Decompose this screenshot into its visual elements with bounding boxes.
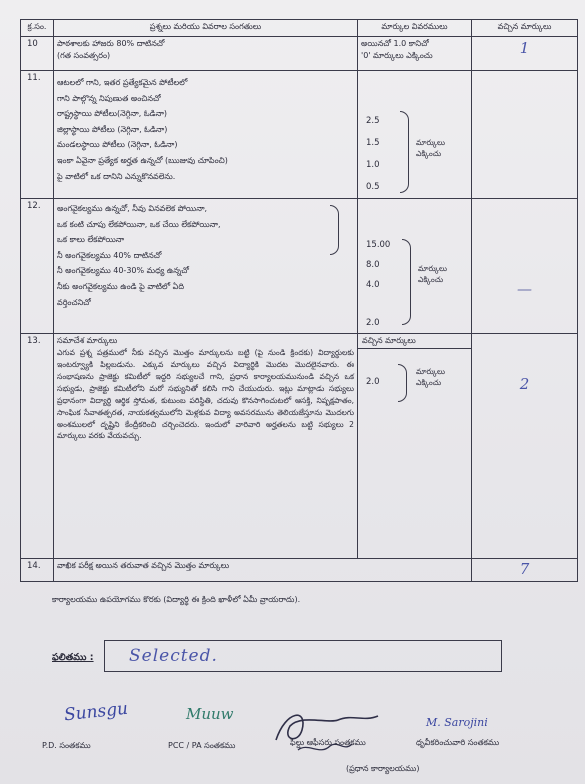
table-row bbox=[21, 199, 578, 334]
marks-value: 2.5 bbox=[366, 116, 380, 126]
brace-label-line: ఎక్కించు bbox=[416, 149, 442, 159]
row-question bbox=[54, 199, 358, 334]
table-row bbox=[21, 559, 578, 582]
table-row bbox=[21, 71, 578, 199]
brace-label bbox=[416, 137, 445, 160]
question-line: రాష్ట్రస్థాయి పోటీలు(నెగ్గినా, ఓడినా) bbox=[57, 109, 168, 119]
header-serial-number: క్ర.సం. bbox=[21, 20, 54, 37]
question-line: ఒక కంటి చూపు లేకపోయినా, ఒక చేయి లేకపోయినా, bbox=[57, 219, 221, 229]
row-marks-detail bbox=[358, 37, 472, 71]
office-use-note: కార్యాలయము ఉపయోగము కొరకు (విద్యార్థి ఈ క్రింది ఖాళీలో ఏమీ వ్రాయరాదు). bbox=[52, 595, 301, 604]
header-awarded-marks: వచ్చిన మార్కులు bbox=[472, 20, 578, 37]
field-officer-signature-scribble bbox=[268, 700, 388, 760]
awarded-marks: 2 bbox=[472, 334, 578, 559]
question-line: ఇంకా ఏవైనా ప్రత్యేక అర్హత ఉన్నచో (ఋజువు చూపించి) bbox=[57, 155, 228, 165]
pd-signature-label: P.D. సంతకము bbox=[42, 741, 91, 750]
row-question bbox=[54, 559, 472, 582]
table-header-row bbox=[21, 20, 578, 37]
marks-value: 8.0 bbox=[366, 260, 380, 270]
marks-value: 1.5 bbox=[366, 138, 380, 148]
row-question bbox=[54, 37, 358, 71]
marks-value: 15.00 bbox=[366, 240, 391, 250]
question-line: జిల్లాస్థాయి పోటీలు (నెగ్గినా, ఓడినా) bbox=[57, 124, 168, 134]
question-line: వాఖిక పరీక్ష అయిన తరువాత వచ్చిన మొత్తం మార్కులు bbox=[57, 561, 230, 570]
question-line: పై వాటిలో ఒక దానిని ఎన్నుకొనవలెను. bbox=[57, 171, 176, 181]
pcc-signature-label: PCC / PA సంతకము bbox=[168, 741, 236, 750]
row-number: 12. bbox=[21, 199, 54, 334]
row-number: 10 bbox=[21, 37, 54, 71]
brace-label-line: మార్కులు bbox=[418, 264, 448, 273]
marks-value: 2.0 bbox=[366, 318, 380, 328]
awarded-marks: — bbox=[472, 199, 578, 334]
verifier-signature-label: ధృవీకరించువారి సంతకము bbox=[416, 738, 500, 747]
brace-label bbox=[418, 263, 447, 286]
pd-signature: Sunsgu bbox=[63, 698, 129, 726]
brace bbox=[398, 364, 407, 402]
question-line: మండలస్థాయి పోటీలు (నెగ్గినా, ఓడినా) bbox=[57, 140, 178, 150]
pcc-signature: Muuw bbox=[186, 705, 234, 723]
question-line: పాఠశాలకు హాజరు 80% దాటినచో bbox=[57, 39, 165, 48]
question-line: ఆటలలో గాని, ఇతర ప్రత్యేకమైన పోటీలలో bbox=[57, 78, 188, 87]
marks-subheader: వచ్చిన మార్కులు bbox=[358, 334, 471, 349]
row-marks-detail bbox=[358, 334, 472, 559]
brace bbox=[402, 239, 411, 325]
question-line: నీకు అంగవైకల్యము ఉండి పై వాటిలో ఏది bbox=[57, 281, 185, 291]
brace bbox=[330, 205, 339, 255]
awarded-marks: 7 bbox=[472, 559, 578, 582]
row-number: 13. bbox=[21, 334, 54, 559]
question-paragraph: ఎగువ ప్రశ్న పత్రములో నీకు వచ్చిన మొత్తం మార్కులను బట్టి (పై నుండి క్రిందకు) విద్యార్థులకు ఇంటర్వ్యూకి పిల్లబడును. ఎక్కువ మార్కులు వచ్చిన విద్యార్థికి మొదట మొదలైనవారు. ఈ సంభాషణను ప్రాజెక్టు కమిటీలో ఇద్దరి సభ్యులచే గాని, ప్రధాన కార్యాలయమునుండి వచ్చిన ఒక సభ్యుడు, ప్రాజెక్టు కమిటీలోని మరో సభ్యునితో కలిసి గాని చేయుదురు. ఇట్లు మాట్లాడు సభ్యులు ప్రధానంగా విద్యార్థి ఆర్థిక స్తోమత, కుటుంబ పరిస్థితి, చదువు కొనసాగించుటలో ఆసక్తి, నిష్పక్షపాతం, సాంఘిక సేవాతత్పరత, నాయకత్వములోని మెళ్లకువ విద్యా అవసరమును తెలియజేస్తూను మొదలగు అంశములలో దృష్టిని కేంద్రీకరించి చర్చించెదరు. ఇందులో వారివారి అర్హతలను బట్టి సభ్యులు 2 మార్కులు వరకు వేయవచ్చు. bbox=[57, 347, 354, 441]
brace bbox=[400, 111, 409, 193]
header-marks-detail: మార్కుల వివరములు bbox=[358, 20, 472, 37]
table-row bbox=[21, 37, 578, 71]
question-title: సమాచేశ మార్కులు bbox=[57, 336, 118, 345]
brace-label-line: మార్కులు bbox=[416, 138, 446, 147]
marks-line: '0' మార్కులు ఎక్కించు bbox=[361, 50, 433, 60]
question-line: అంగవైకల్యము ఉన్నచో, నీవు వినవలెక పోయినా, bbox=[57, 204, 208, 213]
question-line: గాని పాల్గొన్న నిపుణుత అంచినచో bbox=[57, 93, 161, 103]
marks-value: 1.0 bbox=[366, 160, 380, 170]
result-value: Selected. bbox=[129, 646, 218, 666]
table-row bbox=[21, 334, 578, 559]
verifier-signature: M. Sarojini bbox=[426, 716, 488, 729]
marks-table bbox=[20, 19, 578, 582]
row-marks-detail bbox=[358, 199, 472, 334]
question-line: నీ అంగవైకల్యము 40% దాటినచో bbox=[57, 250, 162, 260]
header-question: ప్రశ్నలు మరియు వివరాల సంగతులు bbox=[54, 20, 358, 37]
brace-label-line: ఎక్కించు bbox=[416, 378, 442, 388]
marks-value: 0.5 bbox=[366, 182, 380, 192]
marks-value: 4.0 bbox=[366, 280, 380, 290]
result-box bbox=[104, 640, 502, 672]
brace-label-line: మార్కులు bbox=[416, 367, 446, 376]
result-label: ఫలితము : bbox=[52, 652, 94, 663]
row-question bbox=[54, 71, 358, 199]
brace-label bbox=[416, 366, 445, 389]
marks-value: 2.0 bbox=[366, 377, 380, 387]
field-officer-signature-label: ఫీల్డు ఆఫీసరు సంతకము bbox=[290, 738, 366, 747]
question-line: (గత సంవత్సరం) bbox=[57, 50, 111, 60]
row-number: 11. bbox=[21, 71, 54, 199]
row-number: 14. bbox=[21, 559, 54, 582]
row-marks-detail bbox=[358, 71, 472, 199]
brace-label-line: ఎక్కించు bbox=[418, 275, 444, 285]
marks-line: అయినచో 1.0 కానిచో bbox=[361, 39, 429, 48]
awarded-marks bbox=[472, 71, 578, 199]
question-line: నీ అంగవైకల్యము 40-30% మధ్య ఉన్నచో bbox=[57, 266, 189, 276]
question-line: వర్తించనిచో bbox=[57, 297, 91, 307]
question-line: ఒక కాలు లేకపోయినా bbox=[57, 235, 125, 245]
field-officer-signature-sublabel: (ప్రధాన కార్యాలయము) bbox=[346, 764, 420, 773]
row-question bbox=[54, 334, 358, 559]
awarded-marks: 1 bbox=[472, 37, 578, 71]
